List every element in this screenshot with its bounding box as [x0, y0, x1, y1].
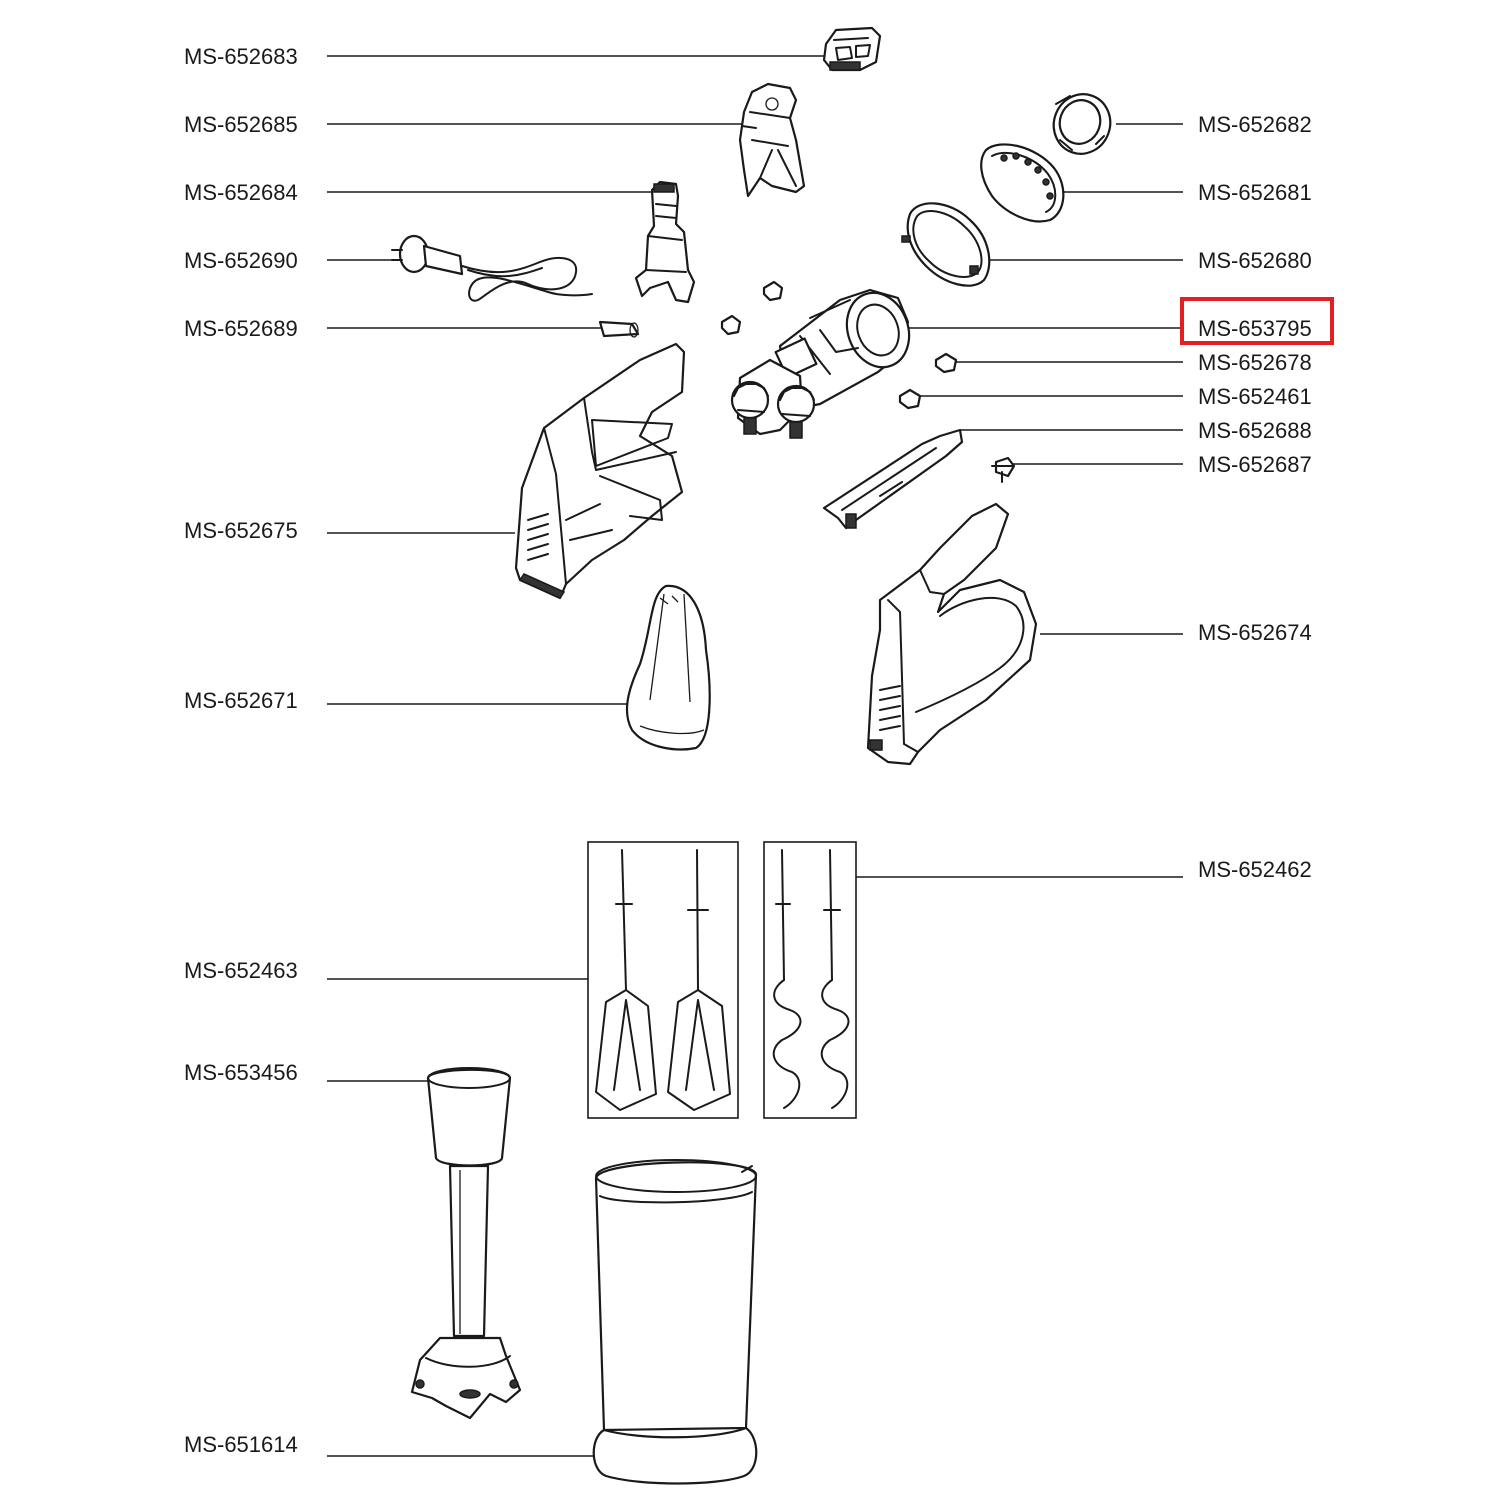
part-label-ms-652683: MS-652683	[184, 44, 298, 69]
main-housing-part	[868, 504, 1036, 764]
blender-wand-part	[412, 1068, 520, 1418]
part-label-ms-652690: MS-652690	[184, 248, 298, 273]
highlight-box	[1180, 297, 1334, 345]
part-label-ms-653795: MS-653795	[1198, 316, 1312, 341]
part-label-ms-652461: MS-652461	[1198, 384, 1312, 409]
small-clip-part	[992, 458, 1014, 482]
part-label-ms-652462: MS-652462	[1198, 857, 1312, 882]
part-label-ms-652671: MS-652671	[184, 688, 298, 713]
part-label-ms-652689: MS-652689	[184, 316, 298, 341]
part-label-ms-652678: MS-652678	[1198, 350, 1312, 375]
part-label-ms-651614: MS-651614	[184, 1432, 298, 1457]
motor-assembly-part	[732, 284, 919, 438]
lower-housing-part	[516, 344, 684, 598]
switch-assembly-part	[740, 84, 804, 196]
part-label-ms-652674: MS-652674	[1198, 620, 1312, 645]
beaters-part	[588, 842, 738, 1118]
part-label-ms-652687: MS-652687	[1198, 452, 1312, 477]
part-label-ms-652675: MS-652675	[184, 518, 298, 543]
part-label-ms-652463: MS-652463	[184, 958, 298, 983]
power-cord-part	[392, 236, 592, 301]
part-label-ms-652680: MS-652680	[1198, 248, 1312, 273]
dough-hooks-part	[764, 842, 856, 1118]
switch-button-part	[824, 28, 880, 70]
cap-part	[627, 586, 710, 750]
part-label-ms-652688: MS-652688	[1198, 418, 1312, 443]
cord-sleeve-part	[600, 322, 638, 337]
part-label-ms-652681: MS-652681	[1198, 180, 1312, 205]
part-label-ms-653456: MS-653456	[184, 1060, 298, 1085]
part-label-ms-652684: MS-652684	[184, 180, 298, 205]
part-label-ms-652685: MS-652685	[184, 112, 298, 137]
top-ring-part	[1045, 86, 1118, 162]
beaker-part	[594, 1160, 757, 1484]
ejector-bar-part	[824, 430, 962, 528]
part-label-ms-652682: MS-652682	[1198, 112, 1312, 137]
gasket-ring-part	[902, 203, 989, 285]
speed-slider-part	[636, 182, 694, 302]
bearing-plate-part	[981, 144, 1063, 221]
